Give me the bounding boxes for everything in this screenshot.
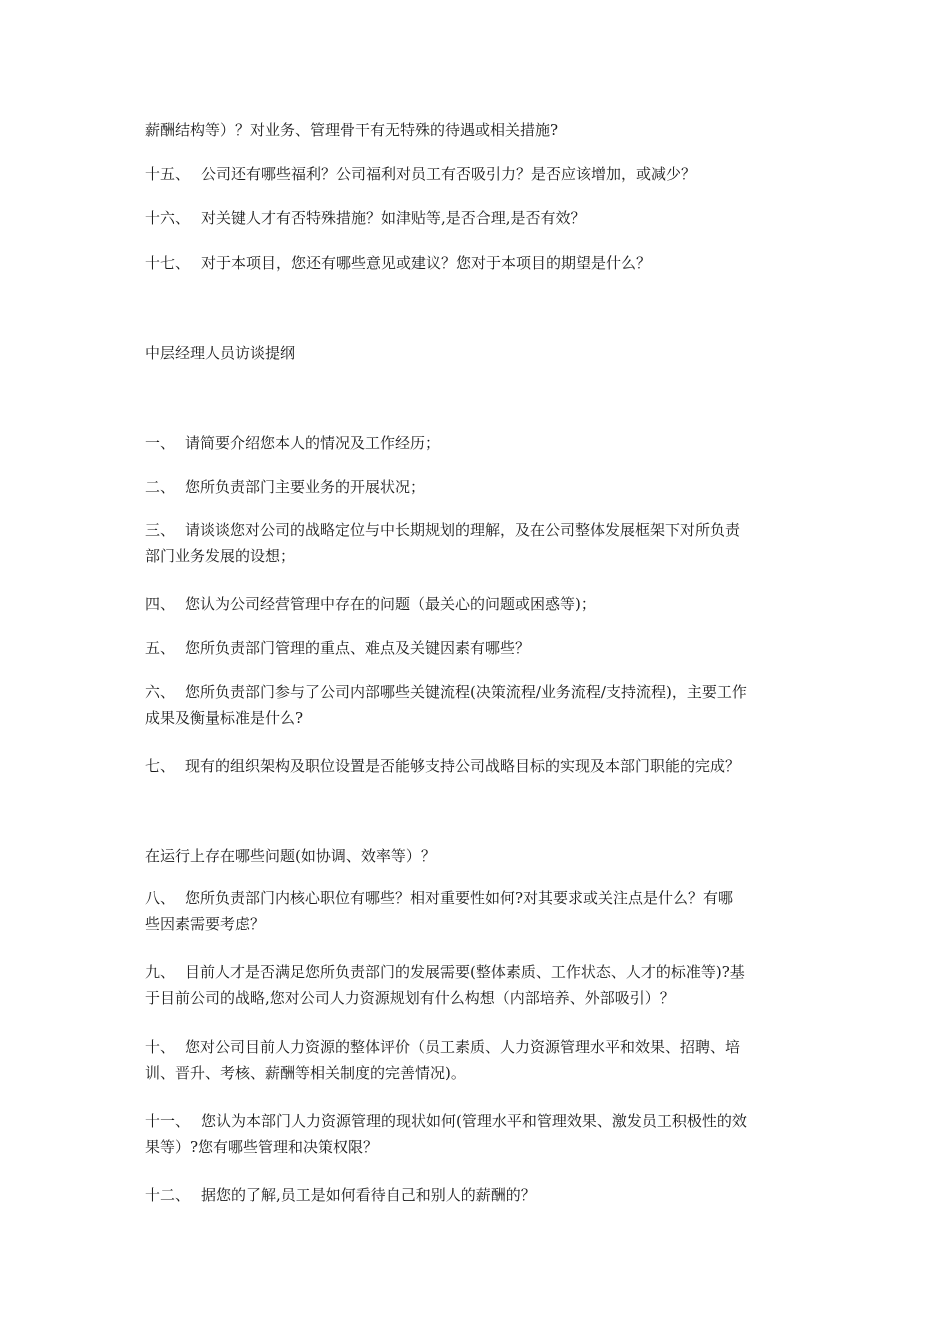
section-title: 中层经理人员访谈提纲 (145, 344, 296, 362)
item-text-cont: 果等）?您有哪些管理和决策权限？ (145, 1138, 379, 1156)
item-number: 七、 (145, 757, 176, 775)
item-number: 十一、 (145, 1112, 191, 1130)
item-text: 您所负责部门内核心职位有哪些？相对重要性如何?对其要求或关注点是什么？有哪 (185, 889, 734, 907)
item-number: 十、 (145, 1038, 176, 1056)
item-number: 十七、 (145, 254, 191, 272)
item-text: 目前人才是否满足您所负责部门的发展需要(整体素质、工作状态、人才的标准等)?基 (185, 963, 745, 981)
item-text: 据您的了解,员工是如何看待自己和别人的薪酬的？ (201, 1186, 536, 1204)
continuation-text: 薪酬结构等）？对业务、管理骨干有无特殊的待遇或相关措施? (145, 121, 559, 139)
item-number: 九、 (145, 963, 176, 981)
item-text: 您对公司目前人力资源的整体评价（员工素质、人力资源管理水平和效果、招聘、培 (185, 1038, 741, 1056)
item-text-cont: 训、晋升、考核、薪酬等相关制度的完善情况)。 (145, 1064, 466, 1082)
item-number: 二、 (145, 478, 176, 496)
list-item-3 (145, 517, 815, 569)
item-number: 十五、 (145, 165, 191, 183)
item-number: 六、 (145, 683, 176, 701)
item-number: 三、 (145, 521, 176, 539)
list-item-5 (145, 635, 815, 661)
list-item-16 (145, 205, 815, 231)
item-text: 对于本项目，您还有哪些意见或建议？您对于本项目的期望是什么？ (201, 254, 652, 272)
item-text-cont: 成果及衡量标准是什么? (145, 709, 304, 727)
list-item-4 (145, 591, 815, 617)
list-item-10 (145, 1034, 815, 1086)
item-text: 请谈谈您对公司的战略定位与中长期规划的理解，及在公司整体发展框架下对所负责 (185, 521, 741, 539)
list-item-12 (145, 1182, 815, 1208)
item-text: 公司还有哪些福利？公司福利对员工有否吸引力？是否应该增加，或减少？ (201, 165, 697, 183)
list-item-15 (145, 161, 815, 187)
list-item-7 (145, 753, 815, 779)
item-text: 您所负责部门参与了公司内部哪些关键流程(决策流程/业务流程/支持流程)，主要工作 (185, 683, 747, 701)
item-text: 您所负责部门主要业务的开展状况； (185, 478, 426, 496)
item-number: 十二、 (145, 1186, 191, 1204)
list-item-8 (145, 885, 815, 937)
list-item-9 (145, 959, 815, 1011)
item-text: 对关键人才有否特殊措施？如津贴等,是否合理,是否有效？ (201, 209, 586, 227)
continuation-text-2: 在运行上存在哪些问题(如协调、效率等）？ (145, 847, 436, 865)
list-item-6 (145, 679, 815, 731)
item-text-cont: 部门业务发展的设想； (145, 547, 296, 565)
item-text-cont: 些因素需要考虑？ (145, 915, 266, 933)
item-text: 现有的组织架构及职位设置是否能够支持公司战略目标的实现及本部门职能的完成？ (185, 757, 741, 775)
item-text-cont: 于目前公司的战略,您对公司人力资源规划有什么构想（内部培养、外部吸引）？ (145, 989, 675, 1007)
item-number: 四、 (145, 595, 176, 613)
item-number: 八、 (145, 889, 176, 907)
item-text: 请简要介绍您本人的情况及工作经历； (185, 434, 441, 452)
list-item-17 (145, 250, 815, 276)
list-item-11 (145, 1108, 815, 1160)
item-text: 您认为公司经营管理中存在的问题（最关心的问题或困惑等)； (185, 595, 596, 613)
item-text: 您认为本部门人力资源管理的现状如何(管理水平和管理效果、激发员工积极性的效 (201, 1112, 747, 1130)
list-item-2 (145, 474, 815, 500)
item-text: 您所负责部门管理的重点、难点及关键因素有哪些？ (185, 639, 531, 657)
list-item-1 (145, 430, 815, 456)
item-number: 一、 (145, 434, 176, 452)
item-number: 五、 (145, 639, 176, 657)
item-number: 十六、 (145, 209, 191, 227)
